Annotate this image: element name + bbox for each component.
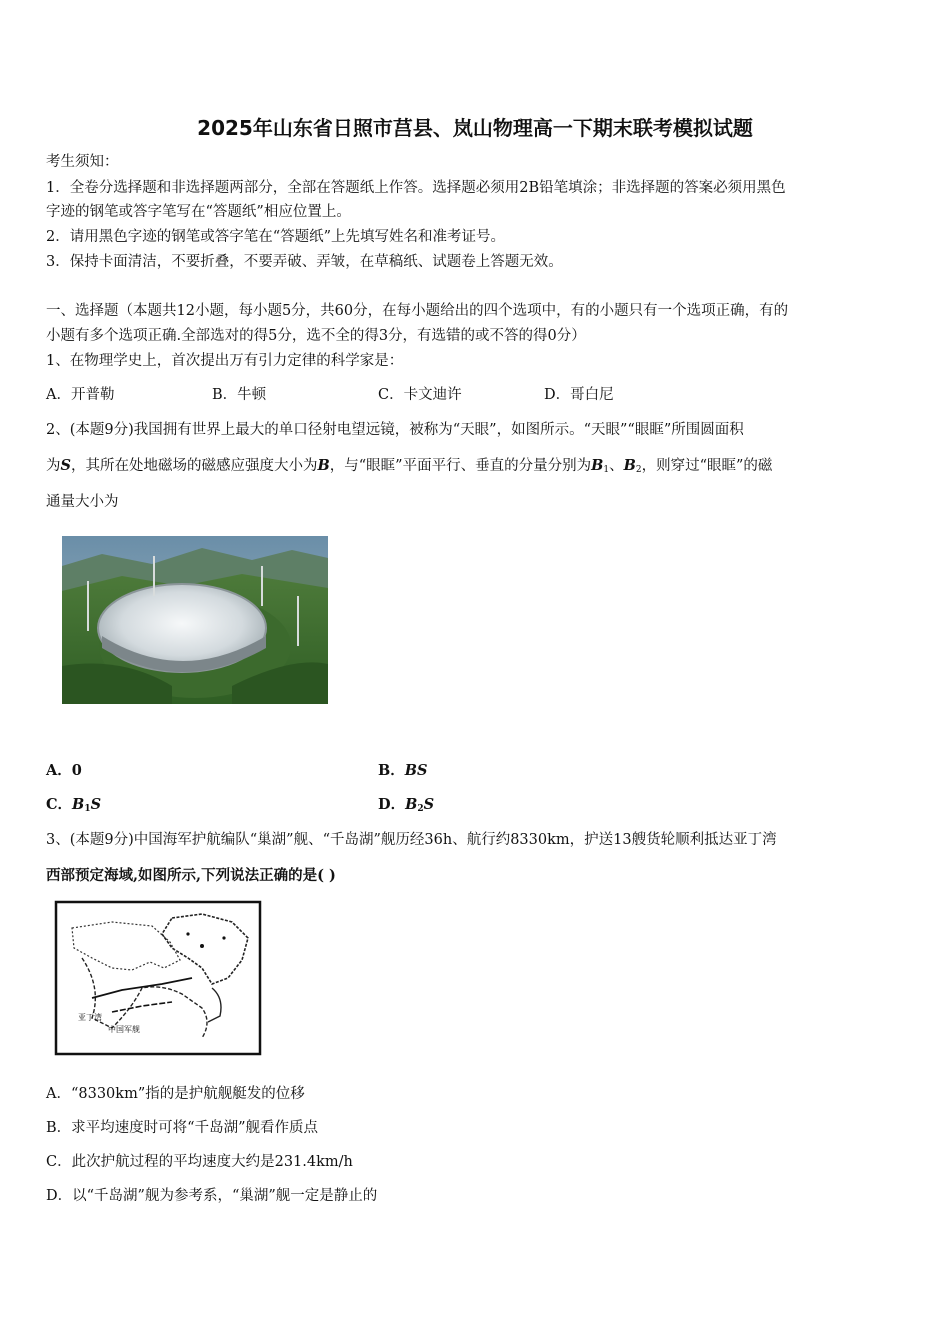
question-3-option-d: D．以“千岛湖”舰为参考系，“巢湖”舰一定是静止的 <box>46 1188 378 1204</box>
question-3-option-a: A．“8330km”指的是护航舰艇发的位移 <box>46 1086 305 1102</box>
question-1-stem: 1、在物理学史上，首次提出万有引力定律的科学家是： <box>46 353 404 369</box>
question-2-option-c: C．$B_1S$ <box>46 796 102 814</box>
question-2-line: 通量大小为 <box>46 494 119 510</box>
question-3-line: 3、(本题9分)中国海军护航编队“巢湖”舰、“千岛湖”舰历经36h、航行约8330km，护送13艘货轮顺利抵达亚丁湾 <box>46 832 777 848</box>
section-heading-line: 一、选择题（本题共12小题，每小题5分，共60分，在每小题给出的四个选项中，有的小题只有一个选项正确，有的 <box>46 303 789 319</box>
notice-item: 字迹的钢笔或答字笔写在“答题纸”相应位置上。 <box>46 204 351 220</box>
question-3-line: 西部预定海域,如图所示,下列说法正确的是( ) <box>46 867 336 884</box>
page-title: 2025年山东省日照市莒县、岚山物理高一下期末联考模拟试题 <box>197 116 753 140</box>
map-label: 亚丁湾 <box>78 1013 102 1022</box>
question-2-line: 2、(本题9分)我国拥有世界上最大的单口径射电望远镜，被称为“天眼”，如图所示。“天眼”“眼眶”所围圆面积 <box>46 422 744 438</box>
section-heading-line: 小题有多个选项正确.全部选对的得5分，选不全的得3分，有选错的或不答的得0分） <box>46 328 586 344</box>
question-1-option-b: B．牛顿 <box>212 387 267 403</box>
question-1-option-d: D．哥白尼 <box>544 387 614 403</box>
notice-item: 2．请用黑色字迹的钢笔或答字笔在“答题纸”上先填写姓名和准考证号。 <box>46 229 506 245</box>
question-2-option-d: D．$B_2S$ <box>378 796 435 814</box>
map-label: 中国军舰 <box>108 1025 140 1034</box>
question-2-option-a: A．0 <box>46 762 82 779</box>
route-map <box>52 898 264 1058</box>
notice-item: 1．全卷分选择题和非选择题两部分，全部在答题纸上作答。选择题必须用2B铅笔填涂；非选择题的答案必须用黑色 <box>46 180 786 196</box>
telescope-photo <box>62 536 328 704</box>
route-map-illustration <box>52 898 264 1058</box>
question-1-option-a: A．开普勒 <box>46 387 115 403</box>
question-2-option-b: B．BS <box>378 762 428 779</box>
question-3-option-c: C．此次护航过程的平均速度大约是231.4km/h <box>46 1154 353 1170</box>
telescope-illustration <box>62 536 328 704</box>
notice-heading: 考生须知： <box>46 154 119 170</box>
question-2-line: 为S，其所在处地磁场的磁感应强度大小为B，与“眼眶”平面平行、垂直的分量分别为$B_1$、$B_2$，则穿过“眼眶”的磁 <box>46 457 773 475</box>
notice-item: 3．保持卡面清洁，不要折叠，不要弄破、弄皱，在草稿纸、试题卷上答题无效。 <box>46 254 563 270</box>
question-3-option-b: B．求平均速度时可将“千岛湖”舰看作质点 <box>46 1120 318 1136</box>
question-1-option-c: C．卡文迪许 <box>378 387 462 403</box>
